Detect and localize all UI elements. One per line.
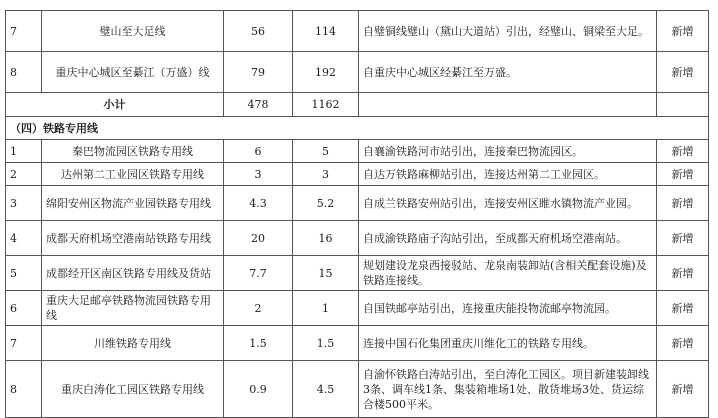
investment-value: 1 xyxy=(293,291,359,326)
investment-value: 1.5 xyxy=(293,326,359,361)
line-name: 重庆大足邮亭铁路物流园铁路专用线 xyxy=(42,291,224,326)
description: 自成兰铁路安州站引出，连接安州区睢水镇物流产业园。 xyxy=(359,186,657,221)
description: 连接中国石化集团重庆川维化工的铁路专用线。 xyxy=(359,326,657,361)
row-index: 2 xyxy=(6,163,42,186)
table-row xyxy=(6,140,709,163)
length-value: 7.7 xyxy=(224,256,293,291)
investment-value: 114 xyxy=(293,11,359,52)
status-cell: 新增 xyxy=(657,186,709,221)
description: 自襄渝铁路河市站引出，连接秦巴物流园区。 xyxy=(359,140,657,163)
line-name: 成都经开区南区铁路专用线及货站 xyxy=(42,256,224,291)
status-cell: 新增 xyxy=(657,361,709,418)
table-row xyxy=(6,186,709,221)
status-cell: 新增 xyxy=(657,163,709,186)
section-title: （四）铁路专用线 xyxy=(6,117,709,140)
length-value: 20 xyxy=(224,221,293,256)
investment-value: 15 xyxy=(293,256,359,291)
line-name: 达州第二工业园区铁路专用线 xyxy=(42,163,224,186)
subtotal-row xyxy=(6,93,709,117)
description: 自渝怀铁路白涛站引出，至白涛化工园区。项目新建装卸线3条、调车线1条、集装箱堆场1处、散货堆场3处、货运综合楼500平米。 xyxy=(359,361,657,418)
length-value: 2 xyxy=(224,291,293,326)
table-row xyxy=(6,163,709,186)
line-name: 秦巴物流园区铁路专用线 xyxy=(42,140,224,163)
line-name: 成都天府机场空港南站铁路专用线 xyxy=(42,221,224,256)
subtotal-length: 478 xyxy=(224,93,293,117)
length-value: 0.9 xyxy=(224,361,293,418)
status-cell: 新增 xyxy=(657,291,709,326)
section-header-row xyxy=(6,117,709,140)
length-value: 4.3 xyxy=(224,186,293,221)
description: 自重庆中心城区经綦江至万盛。 xyxy=(359,52,657,93)
table-row xyxy=(6,11,709,52)
table-row xyxy=(6,256,709,291)
description: 自国铁邮亭站引出，连接重庆能投物流邮亭物流园。 xyxy=(359,291,657,326)
row-index: 7 xyxy=(6,326,42,361)
investment-value: 3 xyxy=(293,163,359,186)
investment-value: 5 xyxy=(293,140,359,163)
description: 自达万铁路麻柳站引出，连接达州第二工业园区。 xyxy=(359,163,657,186)
status-cell: 新增 xyxy=(657,140,709,163)
length-value: 79 xyxy=(224,52,293,93)
table-row xyxy=(6,361,709,418)
status-cell: 新增 xyxy=(657,11,709,52)
status-cell: 新增 xyxy=(657,326,709,361)
investment-value: 192 xyxy=(293,52,359,93)
description: 自成渝铁路庙子沟站引出，至成都天府机场空港南站。 xyxy=(359,221,657,256)
description: 自璧铜线璧山（黛山大道站）引出，经璧山、铜梁至大足。 xyxy=(359,11,657,52)
subtotal-investment: 1162 xyxy=(293,93,359,117)
investment-value: 5.2 xyxy=(293,186,359,221)
status-cell: 新增 xyxy=(657,221,709,256)
length-value: 6 xyxy=(224,140,293,163)
line-name: 绵阳安州区物流产业园铁路专用线 xyxy=(42,186,224,221)
row-index: 8 xyxy=(6,361,42,418)
status-cell: 新增 xyxy=(657,256,709,291)
projects-table xyxy=(5,10,709,418)
row-index: 6 xyxy=(6,291,42,326)
status-cell: 新增 xyxy=(657,52,709,93)
investment-value: 16 xyxy=(293,221,359,256)
length-value: 56 xyxy=(224,11,293,52)
table-row xyxy=(6,52,709,93)
table-row xyxy=(6,221,709,256)
table-row xyxy=(6,326,709,361)
row-index: 5 xyxy=(6,256,42,291)
empty-cell xyxy=(359,93,657,117)
length-value: 3 xyxy=(224,163,293,186)
row-index: 4 xyxy=(6,221,42,256)
row-index: 8 xyxy=(6,52,42,93)
description: 规划建设龙泉西接驳站、龙泉南装卸站(含相关配套设施)及铁路连接线。 xyxy=(359,256,657,291)
empty-cell xyxy=(657,93,709,117)
length-value: 1.5 xyxy=(224,326,293,361)
line-name: 璧山至大足线 xyxy=(42,11,224,52)
line-name: 重庆白涛化工园区铁路专用线 xyxy=(42,361,224,418)
line-name: 川维铁路专用线 xyxy=(42,326,224,361)
line-name: 重庆中心城区至綦江（万盛）线 xyxy=(42,52,224,93)
subtotal-label: 小计 xyxy=(6,93,224,117)
row-index: 7 xyxy=(6,11,42,52)
row-index: 3 xyxy=(6,186,42,221)
investment-value: 4.5 xyxy=(293,361,359,418)
row-index: 1 xyxy=(6,140,42,163)
table-row xyxy=(6,291,709,326)
